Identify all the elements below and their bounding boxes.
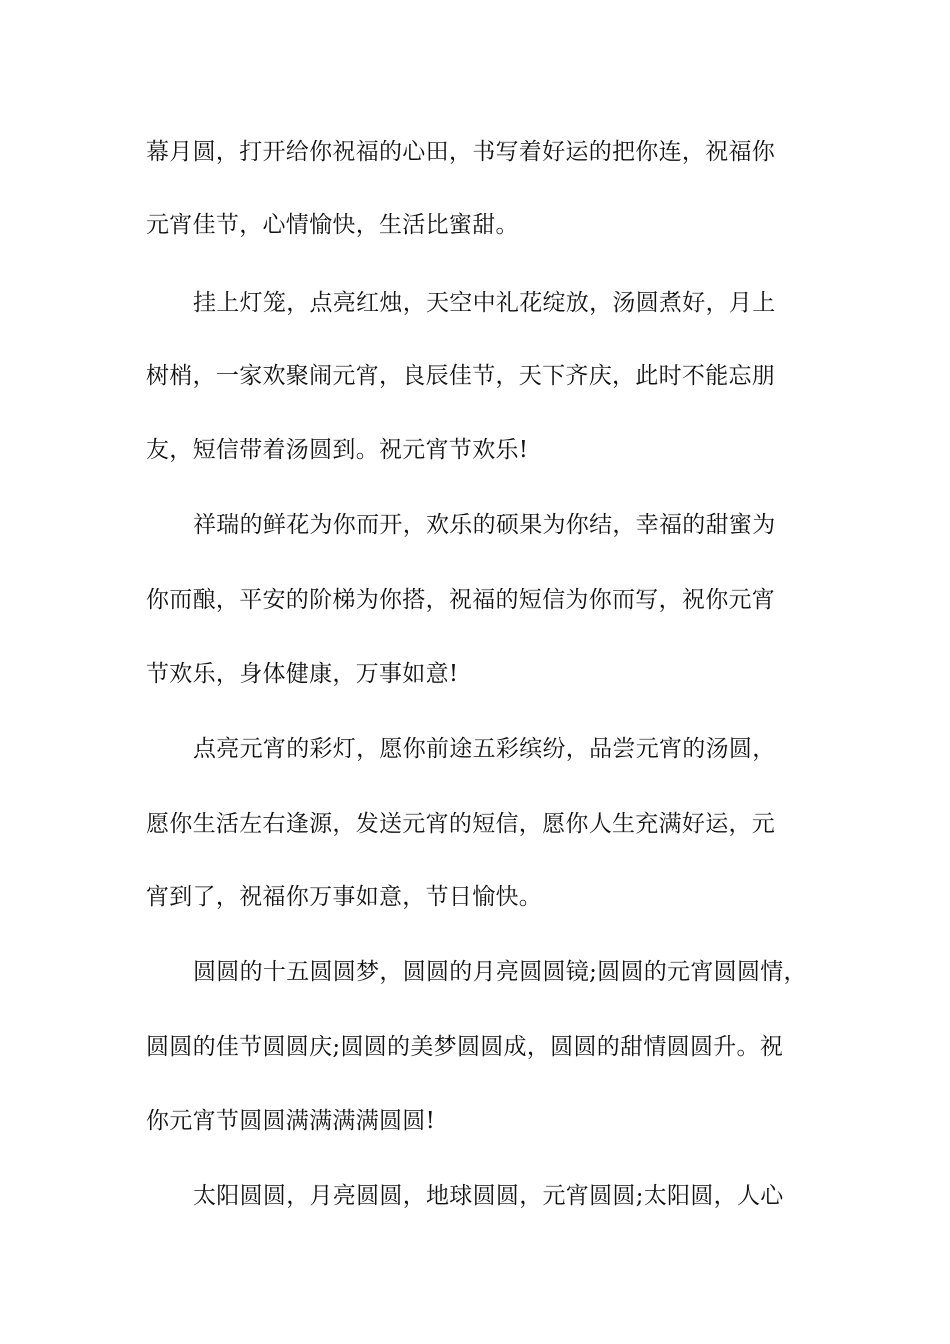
text-line-8: 节欢乐，身体健康，万事如意! <box>146 661 459 687</box>
text-line-10: 愿你生活左右逢源，发送元宵的短信，愿你人生充满好运，元 <box>146 811 776 837</box>
text-line-2: 元宵佳节，心情愉快，生活比蜜甜。 <box>146 212 519 238</box>
text-line-1: 幕月圆，打开给你祝福的心田，书写着好运的把你连，祝福你 <box>146 139 776 165</box>
text-line-13: 圆圆的佳节圆圆庆;圆圆的美梦圆圆成，圆圆的甜情圆圆升。祝 <box>146 1034 784 1060</box>
text-line-5: 友，短信带着汤圆到。祝元宵节欢乐! <box>146 437 529 463</box>
text-line-3: 挂上灯笼，点亮红烛，天空中礼花绽放，汤圆煮好，月上 <box>193 290 776 316</box>
text-line-15: 太阳圆圆，月亮圆圆，地球圆圆，元宵圆圆;太阳圆，人心 <box>193 1183 784 1209</box>
text-line-6: 祥瑞的鲜花为你而开，欢乐的硕果为你结，幸福的甜蜜为 <box>193 512 776 538</box>
text-line-9: 点亮元宵的彩灯，愿你前途五彩缤纷，品尝元宵的汤圆， <box>193 736 776 762</box>
text-line-14: 你元宵节圆圆满满满满圆圆! <box>146 1108 436 1134</box>
text-line-7: 你而酿，平安的阶梯为你搭，祝福的短信为你而写，祝你元宵 <box>146 587 776 613</box>
text-line-4: 树梢，一家欢聚闹元宵，良辰佳节，天下齐庆，此时不能忘朋 <box>146 363 776 389</box>
text-line-11: 宵到了，祝福你万事如意，节日愉快。 <box>146 884 543 910</box>
text-line-12: 圆圆的十五圆圆梦，圆圆的月亮圆圆镜;圆圆的元宵圆圆情， <box>193 959 807 985</box>
